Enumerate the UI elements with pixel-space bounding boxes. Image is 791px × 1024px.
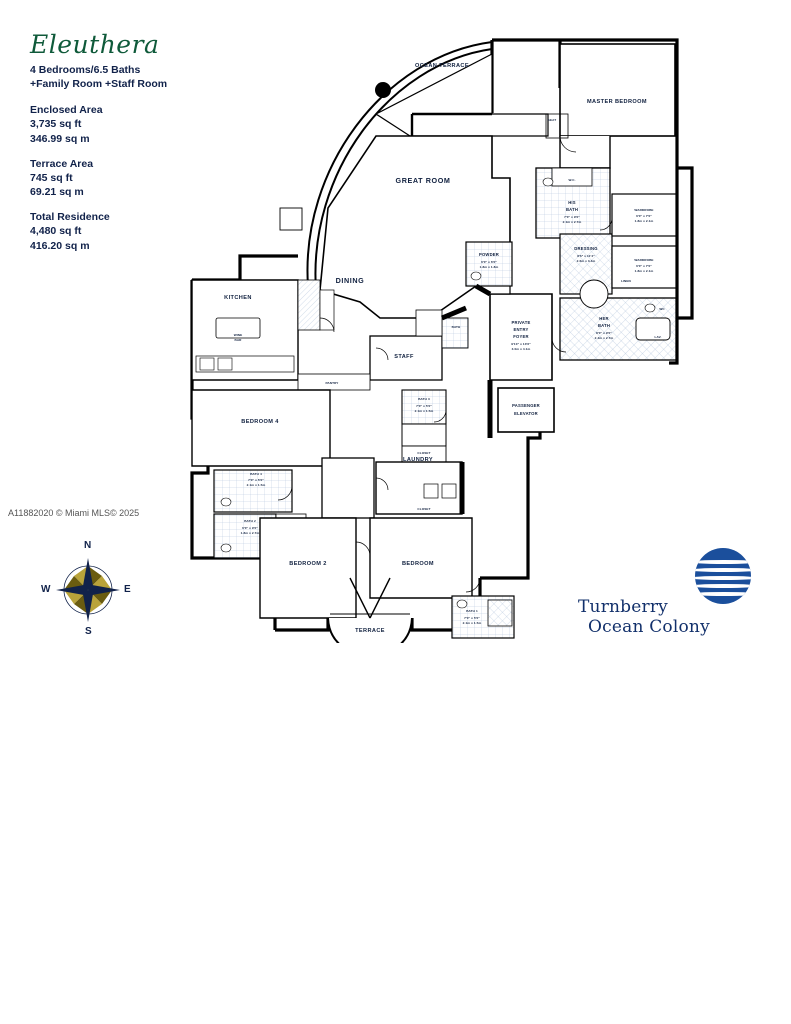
room-label: WINE <box>233 333 243 337</box>
room-dimension: 2.6m x 3.4m <box>576 259 596 263</box>
room-label: PANTRY <box>325 381 339 385</box>
powder-room-area <box>466 242 512 286</box>
room-dimension: 2.1m x 1.5m <box>414 409 434 413</box>
room-label: LAUNDRY <box>403 457 433 463</box>
room-label: HER <box>599 316 609 321</box>
bath-1-area <box>452 596 514 638</box>
room-label: BATH <box>597 323 611 328</box>
room-dimension: 2.1m x 1.5m <box>462 621 482 625</box>
stat-value-metric: 416.20 sq m <box>30 239 90 252</box>
room-label: BATH <box>451 325 461 329</box>
bedroom-2-area <box>260 518 356 618</box>
room-dimension: 7'0" x 5'0" <box>416 404 432 408</box>
room-label: BATH 3 <box>418 397 430 401</box>
room-label: MASTER BEDROOM <box>587 99 647 105</box>
room-dimension: 2.1m x 2.7m <box>562 220 582 224</box>
compass-label-west: W <box>41 584 51 595</box>
stat-value-imperial: 4,480 sq ft <box>30 225 82 238</box>
page-title: Eleuthera <box>30 30 160 59</box>
stat-label: Terrace Area <box>30 157 94 170</box>
room-dimension: 3.0m x 4.1m <box>511 347 531 351</box>
room-label: PRIVATE <box>511 320 531 325</box>
stat-value-imperial: 745 sq ft <box>30 171 73 184</box>
compass-label-east: E <box>124 584 131 595</box>
plan-geometry <box>192 40 692 643</box>
room-dimension: 1.8m x 2.7m <box>240 531 260 535</box>
room-dimension: 2.1m x 1.5m <box>246 483 266 487</box>
stat-value-metric: 346.99 sq m <box>30 132 90 145</box>
room-label: BAR <box>234 338 242 342</box>
room-label: BEDROOM 2 <box>289 561 327 567</box>
room-label: BATH 1 <box>466 609 478 613</box>
room-dimension: 8'0" x 9'0" <box>596 331 612 335</box>
room-label: BEDROOM <box>401 561 435 567</box>
room-label: TERRACE <box>355 628 385 634</box>
room-label: WC <box>659 307 665 311</box>
master-bedroom-area <box>546 44 675 168</box>
room-label: GREAT ROOM <box>395 176 451 185</box>
room-label: CLOSET <box>417 451 431 455</box>
room-label: CLOSET <box>417 507 431 511</box>
room-label: ENTRY <box>513 327 529 332</box>
stat-label: Enclosed Area <box>30 104 103 117</box>
wave-icon <box>695 548 751 604</box>
room-dimension: 1.8m x 2.1m <box>634 269 654 273</box>
mls-credit: A11882020 © Miami MLS© 2025 <box>8 508 140 518</box>
room-label: KITCHEN <box>224 295 252 301</box>
room-label: SEAT <box>547 118 557 122</box>
terrace-planter-icon <box>375 82 391 98</box>
room-label: BATH 2 <box>244 519 256 523</box>
brand-name-line1: Turnberry <box>578 597 668 617</box>
room-dimension: 7'0" x 5'0" <box>248 478 264 482</box>
compass-rose <box>38 540 138 640</box>
room-label: FOYER <box>513 334 529 339</box>
compass-icon <box>38 540 138 640</box>
room-label: WARDROBE <box>634 208 654 212</box>
stat-label: Total Residence <box>30 211 110 224</box>
room-label: BATH <box>565 207 579 212</box>
room-label: DINING <box>335 276 365 285</box>
room-label: DRESSING <box>574 246 598 251</box>
room-label: POWDER <box>478 252 500 257</box>
room-label: PASSENGER <box>512 403 540 408</box>
bedroom-4-area <box>192 390 330 466</box>
room-dimension: 1.8m x 2.1m <box>634 219 654 223</box>
room-dimension: 8'6" x 11'4" <box>577 254 595 258</box>
room-label: BATH 4 <box>250 472 262 476</box>
floorplan-svg <box>180 18 700 643</box>
brand-name-line2: Ocean Colony <box>588 616 710 637</box>
room-dimension: 9'10" x 13'6" <box>511 342 531 346</box>
room-dimension: 6'0" x 7'0" <box>636 264 652 268</box>
room-label: HIS <box>568 200 576 205</box>
room-dimension: 6'0" x 7'0" <box>636 214 652 218</box>
room-label: BEDROOM 4 <box>241 419 279 425</box>
room-label: W.C. <box>568 178 576 182</box>
room-dimension: 2.4m x 2.7m <box>594 336 614 340</box>
compass-label-south: S <box>85 626 92 637</box>
room-dimension: 7'0" x 9'0" <box>564 215 580 219</box>
plan-subtitle-line2: +Family Room +Staff Room <box>30 77 168 90</box>
plan-subtitle-line1: 4 Bedrooms/6.5 Baths <box>30 64 141 76</box>
room-dimension: 7'0" x 5'0" <box>464 616 480 620</box>
stat-value-imperial: 3,735 sq ft <box>30 118 82 131</box>
room-label: WARDROBE <box>634 258 654 262</box>
stat-value-metric: 69.21 sq m <box>30 186 84 199</box>
room-label: ELEVATOR <box>514 411 538 416</box>
floorplan-drawing <box>180 18 700 643</box>
room-label: LINEN <box>621 279 631 283</box>
compass-label-north: N <box>84 540 92 551</box>
room-dimension: 6'0" x 6'0" <box>481 260 497 264</box>
room-dimension: 1.8m x 1.8m <box>479 265 499 269</box>
room-label: OCEAN TERRACE <box>415 63 469 69</box>
central-hall <box>322 458 374 518</box>
kitchen-area <box>192 208 334 380</box>
room-label: LAV. <box>654 335 662 339</box>
room-label: STAFF <box>394 354 414 360</box>
room-dimension: 6'0" x 9'0" <box>242 526 258 530</box>
